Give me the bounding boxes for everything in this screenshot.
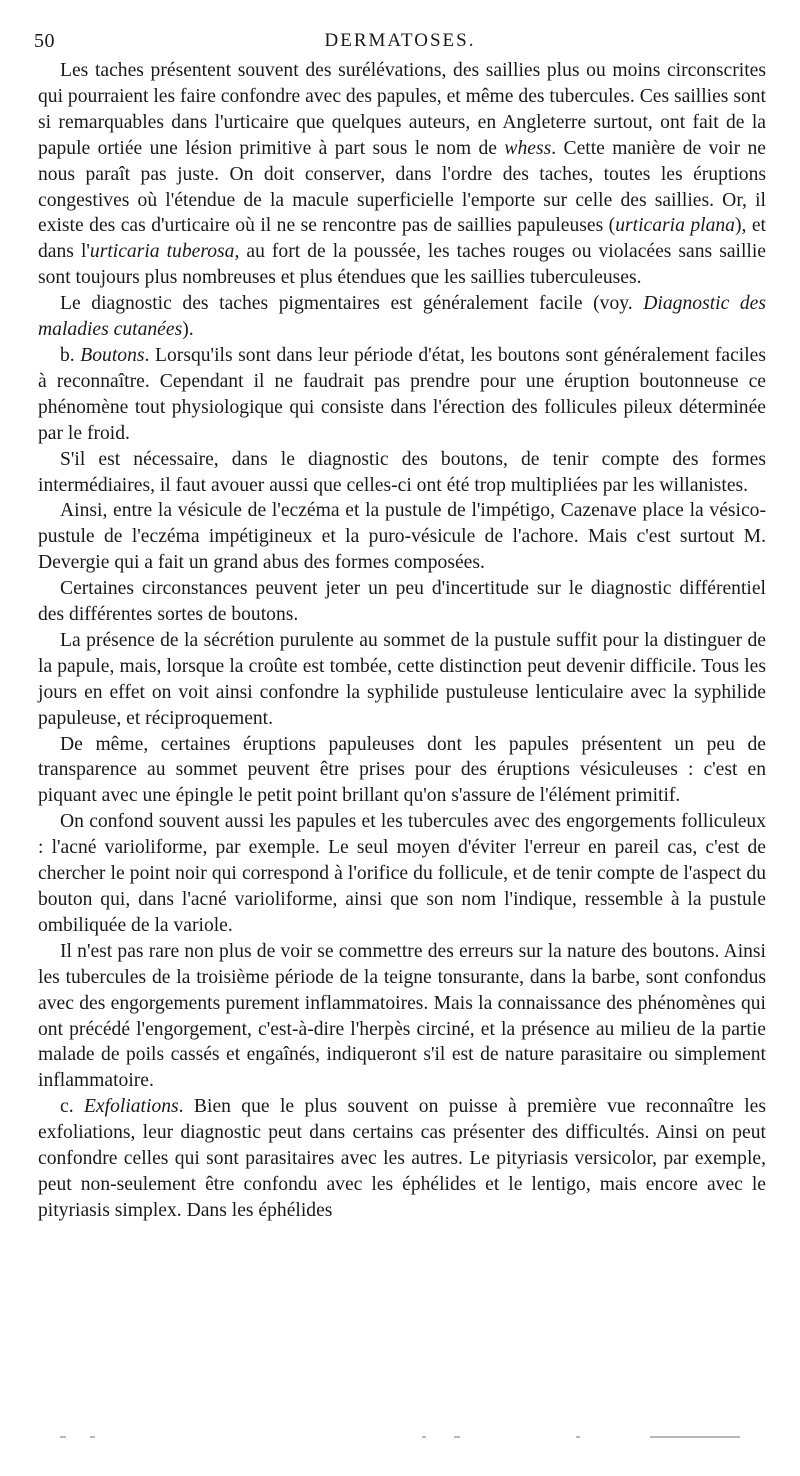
paragraph — [38, 576, 766, 628]
paragraph — [38, 291, 766, 343]
page-header — [34, 30, 766, 54]
text-run: b. — [60, 344, 81, 366]
text-run: Ainsi, entre la vésicule de l'eczéma et la pustule de l'impétigo, Cazenave place la vésico-pustule de l'eczéma impétigineux et la puro-vésicule de l'achore. Mais c'est surtout M. Devergie qui a fait un grand abus des formes composées. — [38, 500, 766, 574]
text-run: On confond souvent aussi les papules et les tubercules avec des engorgements folliculeux : l'acné varioliforme, par exemple. Le seul moyen d'éviter l'erreur en pareil cas, c'est de chercher le point noir qui correspond à l'orifice du follicule, et de tenir compte de l'aspect du bouton qui, dans l'acné varioliforme, ainsi que son nom l'indique, ressemble à la pustule ombiliquée de la variole. — [38, 811, 766, 936]
italic-text: Exfoliations — [83, 1096, 179, 1118]
text-run: . Cette manière de voir ne nous paraît pas juste. On doit conserver, dans l'ordre des taches, toutes les éruptions congestives où l'étendue de la macule superficielle l'emporte sur celle des saillies. Or, il existe des cas d'urticaire où il ne se rencontre pas de saillies papuleuses ( — [38, 137, 767, 237]
italic-text: urticaria tuberosa — [89, 241, 235, 263]
italic-text: whess — [504, 137, 552, 159]
paragraph — [38, 343, 766, 447]
text-run: . Lorsqu'ils sont dans leur période d'état, les boutons sont généralement faciles à reconnaître. Cependant il ne faudrait pas prendre pour une éruption boutonneuse ce phénomène tout physiologique qui consiste dans l'érection des follicules pileux déterminée par le froid. — [38, 344, 766, 444]
body-text — [38, 58, 766, 1224]
running-head: DERMATOSES. — [324, 30, 476, 51]
text-run: Le diagnostic des taches pigmentaires est généralement facile (voy. — [60, 293, 644, 315]
text-run: De même, certaines éruptions papuleuses dont les papules présentent un peu de transparence au sommet peuvent être prises pour des éruptions vésiculeuses : c'est en piquant avec une épingle le petit point brillant qu'on s'assure de l'élément primitif. — [38, 733, 766, 807]
text-run: S'il est nécessaire, dans le diagnostic des boutons, de tenir compte des formes intermédiaires, il faut avouer aussi que celles-ci ont été trop multipliées par les willanistes. — [38, 448, 766, 496]
paragraph — [38, 809, 766, 939]
page-number: 50 — [34, 30, 55, 52]
text-run: ). — [182, 319, 194, 341]
paragraph — [38, 628, 766, 732]
text-run: Certaines circonstances peuvent jeter un peu d'incertitude sur le diagnostic différentiel des différentes sortes de boutons. — [38, 578, 766, 626]
italic-text: urticaria plana — [615, 215, 735, 237]
paragraph — [38, 1094, 766, 1224]
text-run: La présence de la sécrétion purulente au sommet de la pustule suffit pour la distinguer de la papule, mais, lorsque la croûte est tombée, cette distinction peut devenir difficile. Tous les jours en effet on voit ainsi confondre la syphilide pustuleuse lenticulaire avec la syphilide papuleuse, et réciproquement. — [38, 629, 766, 729]
paragraph — [38, 498, 766, 576]
italic-text: Boutons — [80, 344, 145, 366]
text-run: Il n'est pas rare non plus de voir se commettre des erreurs sur la nature des boutons. Ainsi les tubercules de la troisième période de la teigne tonsurante, dans la barbe, sont confondus avec des engorgements purement inflammatoires. Mais la connaissance des phénomènes qui ont précédé l'engorgement, c'est-à-dire l'herpès circiné, et la présence au milieu de la partie malade de poils cassés et engaînés, indiqueront s'il est de nature parasitaire ou simplement inflammatoire. — [38, 940, 766, 1092]
text-run: . Bien que le plus souvent on puisse à première vue reconnaître les exfoliations, leur diagnostic peut dans certains cas présenter des difficultés. Ainsi on peut confondre celles qui sont parasitaires avec les autres. Le pityriasis versicolor, par exemple, peut non-seulement être confondu avec les éphélides et le lentigo, mais encore avec le pityriasis simplex. Dans les éphélides — [38, 1096, 766, 1221]
paragraph — [38, 732, 766, 810]
text-run: c. — [60, 1096, 84, 1118]
paragraph — [38, 447, 766, 499]
paragraph — [38, 58, 766, 291]
text-run: ), et dans l' — [38, 215, 766, 263]
paragraph — [38, 939, 766, 1094]
scan-artifact-marks — [60, 1436, 740, 1442]
text-run: Les taches présentent souvent des surélévations, des saillies plus ou moins circonscrites qui pourraient les faire confondre avec des papules, et même des tubercules. Ces saillies sont si remarquables dans l'urticaire que quelques auteurs, en Angleterre surtout, ont fait de la papule ortiée une lésion primitive à part sous le nom de — [38, 60, 766, 159]
text-run: , au fort de la poussée, les taches rouges ou violacées sans saillie sont toujours plus nombreuses et plus étendues que les saillies tuberculeuses. — [38, 241, 766, 289]
italic-text: Diagnostic des maladies cutanées — [38, 293, 766, 341]
